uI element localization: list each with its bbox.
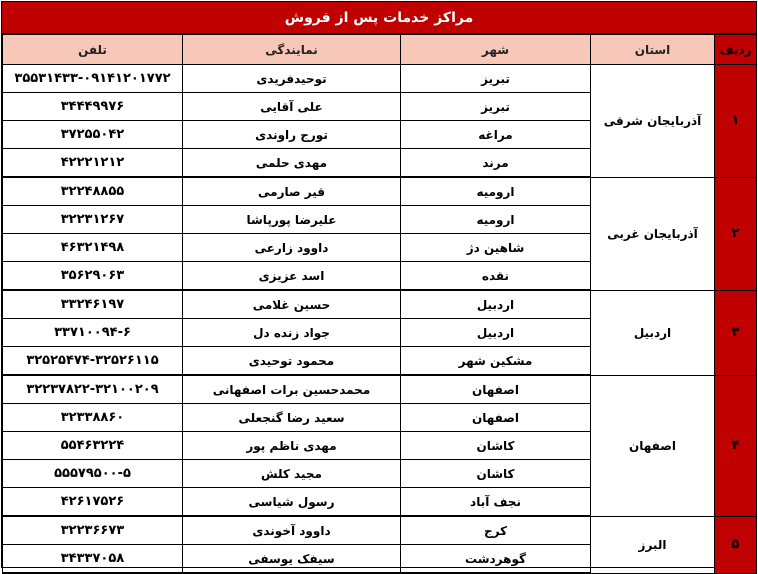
agent-cell: توحیدفریدی — [183, 65, 401, 93]
table-row — [3, 516, 757, 545]
phone-cell: ۴۲۲۲۱۲۱۲ — [3, 149, 183, 178]
city-cell: اردبیل — [401, 290, 591, 319]
city-cell: کاشان — [401, 432, 591, 460]
phone-cell: ۳۵۵۳۱۴۳۳-۰۹۱۴۱۲۰۱۷۷۲ — [3, 65, 183, 93]
city-cell: تبریز — [401, 93, 591, 121]
row-index-cell: ۳ — [715, 290, 757, 375]
header-agent: نمایندگی — [183, 35, 401, 65]
row-index-cell: ۱ — [715, 65, 757, 178]
city-cell: نقده — [401, 262, 591, 291]
phone-cell: ۴۲۶۱۷۵۲۶ — [3, 488, 183, 517]
agent-cell: علی آقایی — [183, 93, 401, 121]
city-cell: مرند — [401, 149, 591, 178]
agent-cell: مهدی حلمی — [183, 149, 401, 178]
city-cell: اصفهان — [401, 375, 591, 404]
agent-cell: رسول شیاسی — [183, 488, 401, 517]
agent-cell: تورج راوندی — [183, 121, 401, 149]
agent-cell: اسد عزیزی — [183, 262, 401, 291]
city-cell: مشکین شهر — [401, 347, 591, 376]
table-body — [3, 65, 757, 574]
row-index-cell: ۵ — [715, 516, 757, 573]
phone-cell: ۳۴۴۴۹۹۷۶ — [3, 93, 183, 121]
city-cell: کرج — [401, 516, 591, 545]
phone-cell: ۵۵۵۷۹۵۰۰-۵ — [3, 460, 183, 488]
header-index: ردیف — [715, 35, 757, 65]
city-cell: اردبیل — [401, 319, 591, 347]
table-row — [3, 290, 757, 319]
agent-cell: داوود آخوندی — [183, 516, 401, 545]
header-city: شهر — [401, 35, 591, 65]
agent-cell: محمود توحیدی — [183, 347, 401, 376]
agent-cell: جواد زنده دل — [183, 319, 401, 347]
phone-cell: ۵۵۴۶۳۲۲۴ — [3, 432, 183, 460]
agent-cell: مهدی ناظم پور — [183, 432, 401, 460]
header-province: استان — [591, 35, 715, 65]
province-cell: آذربایجان شرقی — [591, 65, 715, 178]
province-cell: آذربایجان غربی — [591, 177, 715, 290]
row-index-cell: ۴ — [715, 375, 757, 516]
table-row — [3, 177, 757, 206]
agent-cell: محمدحسین برات اصفهانی — [183, 375, 401, 404]
city-cell: ارومیه — [401, 206, 591, 234]
agent-cell: علیرضا پورپاشا — [183, 206, 401, 234]
phone-cell: ۳۲۵۲۵۴۷۴-۳۲۵۲۶۱۱۵ — [3, 347, 183, 376]
agent-cell: سیفک یوسفی — [183, 545, 401, 574]
phone-cell: ۳۳۷۱۰۰۹۴-۶ — [3, 319, 183, 347]
agent-cell: مجید کلش — [183, 460, 401, 488]
phone-cell: ۳۲۳۳۸۸۶۰ — [3, 404, 183, 432]
phone-cell: ۳۵۶۲۹۰۶۳ — [3, 262, 183, 291]
service-centers-table — [2, 34, 757, 574]
phone-cell: ۳۴۳۳۷۰۵۸ — [3, 545, 183, 574]
agent-cell: حسین غلامی — [183, 290, 401, 319]
header-phone: تلفن — [3, 35, 183, 65]
province-cell: اصفهان — [591, 375, 715, 516]
city-cell: ارومیه — [401, 177, 591, 206]
phone-cell: ۳۲۲۳۶۶۷۳ — [3, 516, 183, 545]
city-cell: نجف آباد — [401, 488, 591, 517]
city-cell: مراغه — [401, 121, 591, 149]
province-cell: اردبیل — [591, 290, 715, 375]
city-cell: تبریز — [401, 65, 591, 93]
city-cell: گوهردشت — [401, 545, 591, 574]
row-index-cell: ۲ — [715, 177, 757, 290]
table-row — [3, 65, 757, 93]
city-cell: شاهین دژ — [401, 234, 591, 262]
table-row — [3, 375, 757, 404]
province-cell: البرز — [591, 516, 715, 573]
agent-cell: قیر صارمی — [183, 177, 401, 206]
phone-cell: ۳۲۲۳۱۲۶۷ — [3, 206, 183, 234]
agent-cell: داوود زارعی — [183, 234, 401, 262]
phone-cell: ۳۷۲۵۵۰۴۲ — [3, 121, 183, 149]
service-centers-sheet — [1, 1, 757, 568]
phone-cell: ۳۲۲۳۷۸۲۲-۳۲۱۰۰۲۰۹ — [3, 375, 183, 404]
phone-cell: ۴۶۳۲۱۴۹۸ — [3, 234, 183, 262]
agent-cell: سعید رضا گنجعلی — [183, 404, 401, 432]
phone-cell: ۳۲۲۴۸۸۵۵ — [3, 177, 183, 206]
city-cell: کاشان — [401, 460, 591, 488]
header-row — [3, 35, 757, 65]
sheet-title: مراکز خدمات پس از فروش — [2, 2, 756, 34]
city-cell: اصفهان — [401, 404, 591, 432]
phone-cell: ۳۳۲۴۶۱۹۷ — [3, 290, 183, 319]
